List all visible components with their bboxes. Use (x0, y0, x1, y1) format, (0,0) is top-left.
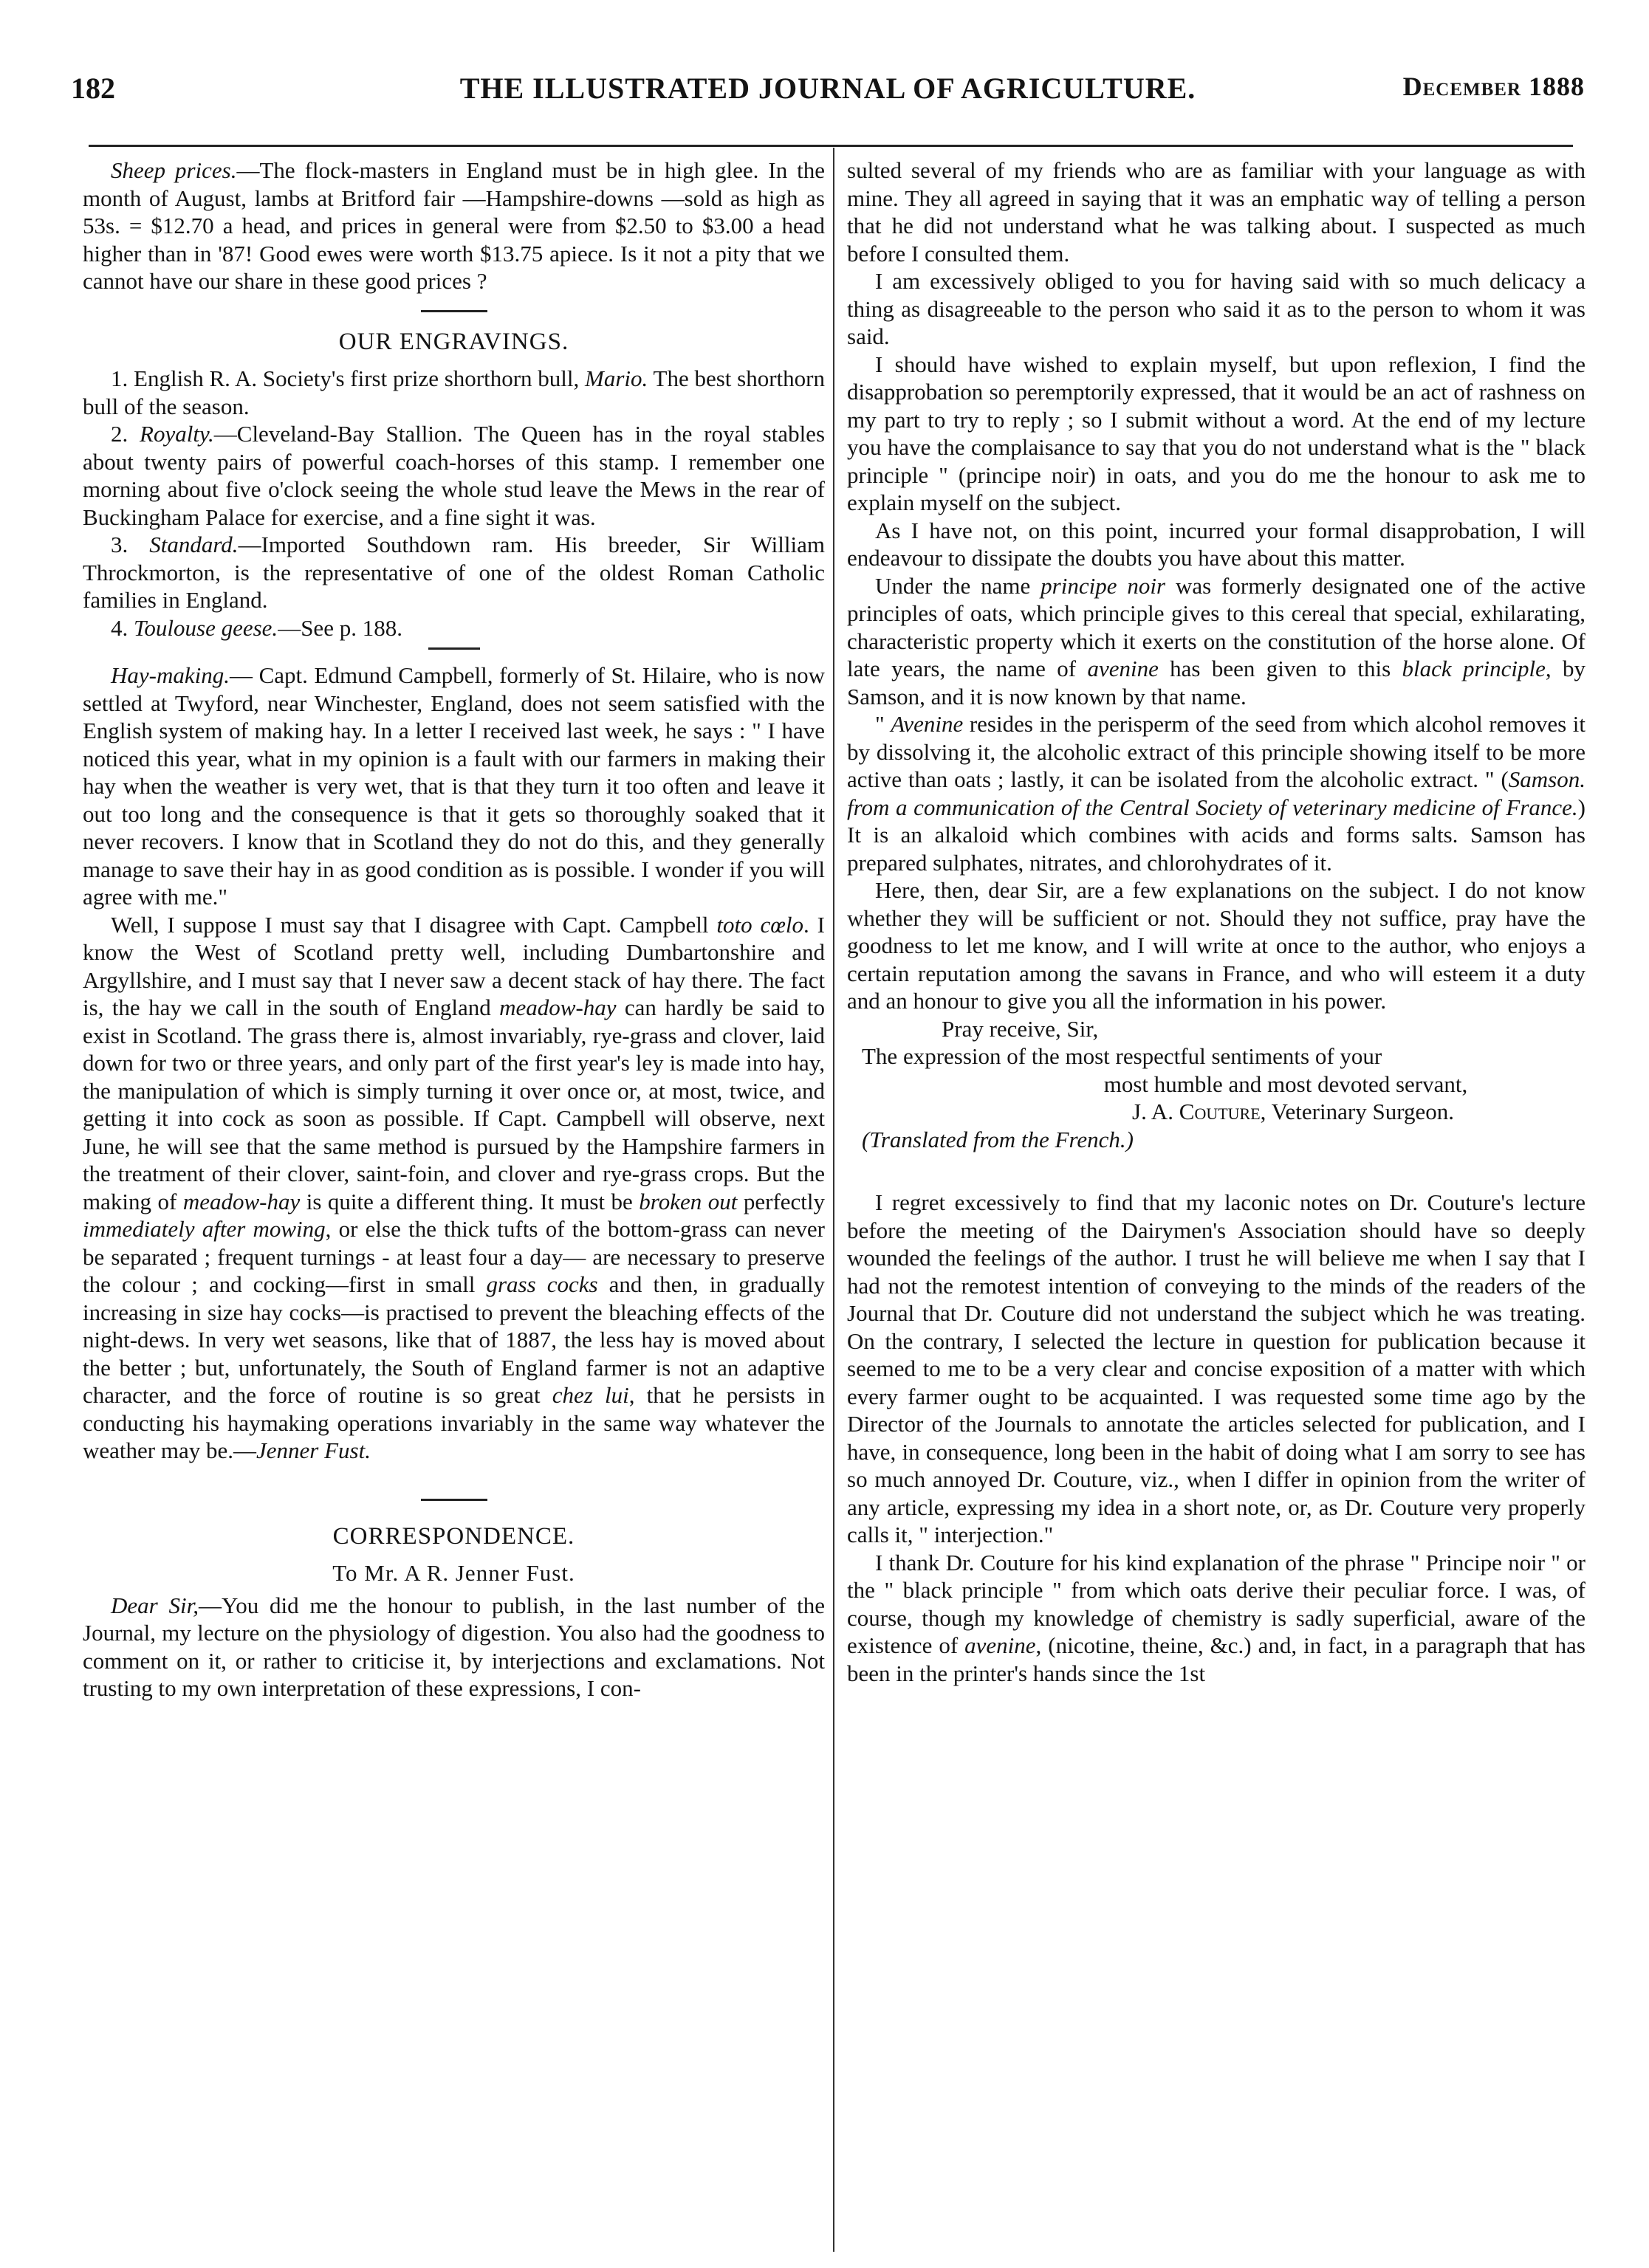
translation-note: (Translated from the French.) (862, 1126, 1134, 1152)
author-signature: Jenner Fust. (256, 1437, 371, 1463)
correspondence-heading: CORRESPONDENCE. (332, 1522, 575, 1550)
engravings-heading: OUR ENGRAVINGS. (338, 328, 569, 355)
closing-line: most humble and most devoted servant, (1103, 1071, 1468, 1097)
page-number: 182 (71, 72, 115, 105)
principe-noir-paragraph: Under the name principe noir was formerly designated one of the active principles of oats, which principle gives to this cereal that special, exhilarating, characteristic property which it exerts on the constitution of the horse alone. Of late years, the name of avenine has been given to this black principle, by Samson, and it is now known by that name. (847, 572, 1585, 709)
avenine-quote-paragraph: " Avenine resides in the perisperm of the seed from which alcohol removes it by dissolving it, the alcoholic extract of this principle showing itself to be more active than oats ; lastly, it can be isolated from the alcoholic extract. " (Samson. from a communication of the Central Society of veterinary medicine of France.) It is an alkaloid which combines with acids and forms salts. Samson has prepared sulphates, nitrates, and chlorohydrates of it. (847, 711, 1585, 876)
hay-making-paragraph: Hay-making.— Capt. Edmund Campbell, formerly of St. Hilaire, who is now settled at Twyford, near Winchester, England, does not seem satisfied with the English system of making hay. In a letter I received last week, he says : " I have noticed this year, what in my opinion is a fault with our farmers in making their hay when the weather is very wet, that is that they turn it too often and leave it out too long and the consequence is that it gets so thoroughly soaked that it never recovers. I know that in Scotland they do not do this, and they generally manage to save their hay in as good condition as is possible. I wonder if you will agree with me." (83, 662, 825, 910)
engraving-item-1: 1. English R. A. Society's first prize shorthorn bull, Mario. The best shorthorn bull of the season. (83, 365, 825, 419)
section-divider (421, 1499, 487, 1501)
hay-making-label: Hay-making. (111, 662, 230, 688)
letter-paragraph: I should have wished to explain myself, but upon reflexion, I find the disapprobation so peremptorily expressed, that it would be an act of rashness on my part to try to reply ; so I submit without a word. At the end of my lecture you have the complaisance to say that you do not understand what is the " black principle " (principe noir) in oats, and you do me the honour to ask me to explain myself on the subject. (847, 351, 1585, 515)
right-column (847, 157, 1585, 1687)
page-header (71, 71, 1585, 115)
closing-line: Pray receive, Sir, (942, 1015, 1099, 1042)
sheep-prices-label: Sheep prices. (111, 157, 237, 183)
section-divider (421, 310, 487, 312)
header-rule (89, 145, 1573, 147)
letter-paragraph: As I have not, on this point, incurred your formal disapprobation, I will endeavour to dissipate the doubts you have about this matter. (847, 517, 1585, 571)
letter-paragraph: Here, then, dear Sir, are a few explanations on the subject. I do not know whether they will be sufficient or not. Should they not suffice, pray have the goodness to let me know, and I will write at once to the author, who enjoys a certain reputation among the savans in France, and who will esteem it a duty and an honour to give you all the information in his power. (847, 877, 1585, 1014)
letter-opening-paragraph: Dear Sir,—You did me the honour to publish, in the last number of the Journal, my lecture on the physiology of digestion. You also had the goodness to comment on it, or rather to criticise it, by interjections and exclamations. Not trusting to my own interpretation of these expressions, I con- (83, 1592, 825, 1701)
correspondence-addressee: To Mr. A R. Jenner Fust. (332, 1560, 575, 1586)
issue-date: December 1888 (1402, 72, 1585, 101)
salutation: Dear Sir, (111, 1592, 199, 1618)
engraving-item-4: 4. Toulouse geese.—See p. 188. (111, 614, 402, 641)
reply-paragraph: Well, I suppose I must say that I disagree with Capt. Campbell toto cœlo. I know the West of Scotland pretty well, including Dumbartonshire and Argyllshire, and I must say that I never saw a decent stack of hay there. The fact is, the hay we call in the south of England meadow-hay can hardly be said to exist in Scotland. The grass there is, almost invariably, rye-grass and clover, laid down for two or three years, and only part of the first year's ley is made into hay, the manipulation of which is simply turning it over once or, at most, twice, and getting it into cock as soon as possible. If Capt. Campbell will observe, next June, he will see that the same method is pursued by the Hampshire farmers in the treatment of their clover, saint-foin, and clover and rye-grass crops. But the making of meadow-hay is quite a different thing. It must be broken out perfectly immediately after mowing, or else the thick tufts of the bottom-grass can never be separated ; frequent turnings - at least four a day— are necessary to preserve the colour ; and cocking—first in small grass cocks and then, in gradually increasing in size hay cocks—is practised to prevent the bleaching effects of the night-dews. In very wet seasons, like that of 1887, the less hay is moved about the better ; but, unfortunately, the South of England farmer is not an adaptive character, and the force of routine is so great chez lui, that he persists in conducting his haymaking operations invariably in the same way whatever the weather may be.—Jenner Fust. (83, 911, 826, 1463)
editor-reply-paragraph: I thank Dr. Couture for his kind explanation of the phrase " Principe noir " or the " black principle " from which oats derive their peculiar force. I was, of course, though my knowledge of chemistry is sadly superficial, aware of the existence of avenine, (nicotine, theine, &c.) and, in fact, in a paragraph that has been in the printer's hands since the 1st (847, 1549, 1585, 1686)
engraving-item-3: 3. Standard.—Imported Southdown ram. His breeder, Sir William Throckmorton, is the representative of one of the oldest Roman Catholic families in England. (83, 532, 825, 613)
closing-line: The expression of the most respectful sentiments of your (862, 1043, 1382, 1069)
letter-paragraph: sulted several of my friends who are as familiar with your language as with mine. They all agreed in saying that it was an emphatic way of telling a person that he did not understand what he was talking about. I suspected as much before I consulted them. (847, 157, 1585, 267)
column-divider (833, 148, 834, 2252)
left-column (83, 157, 825, 1702)
sheep-prices-paragraph: Sheep prices.—The flock-masters in England must be in high glee. In the month of August, lambs at Britford fair —Hampshire-downs —sold as high as 53s. = $12.70 a head, and prices in general were from $2.50 to $3.00 a head higher than in '87! Good ewes were worth $13.75 apiece. Is it not a pity that we cannot have our share in these good prices ? (83, 157, 825, 294)
letter-paragraph: I am excessively obliged to you for having said with so much delicacy a thing as disagreeable to the person who said it as to the person to whom it was said. (847, 268, 1585, 349)
journal-title: THE ILLUSTRATED JOURNAL OF AGRICULTURE. (459, 72, 1196, 105)
signature-line: J. A. Couture, Veterinary Surgeon. (1132, 1099, 1454, 1124)
engraving-item-2: 2. Royalty.—Cleveland-Bay Stallion. The Queen has in the royal stables about twenty pairs of powerful coach-horses of this stamp. I remember one morning about five o'clock seeing the whole stud leave the Mews in the rear of Buckingham Palace for exercise, and a fine sight it was. (83, 421, 826, 530)
editor-reply-paragraph: I regret excessively to find that my laconic notes on Dr. Couture's lecture before the meeting of the Dairymen's Association should have so deeply wounded the feelings of the author. I trust he will believe me when I say that I had not the remotest intention of conveying to the minds of the readers of the Journal that Dr. Couture did not understand the subject which he was treating. On the contrary, I selected the lecture in question for publication because it seemed to me to be a very clear and concise exposition of a matter with which every farmer ought to be acquainted. I was requested some time ago by the Director of the Journals to annotate the articles selected for publication, and I have, in consequence, long been in the habit of doing what I am sorry to see has so much annoyed Dr. Couture, viz., when I differ in opinion from the writer of any article, expressing my idea in a short note, or, as Dr. Couture very properly calls it, " interjection." (847, 1189, 1585, 1547)
section-divider (428, 647, 480, 650)
